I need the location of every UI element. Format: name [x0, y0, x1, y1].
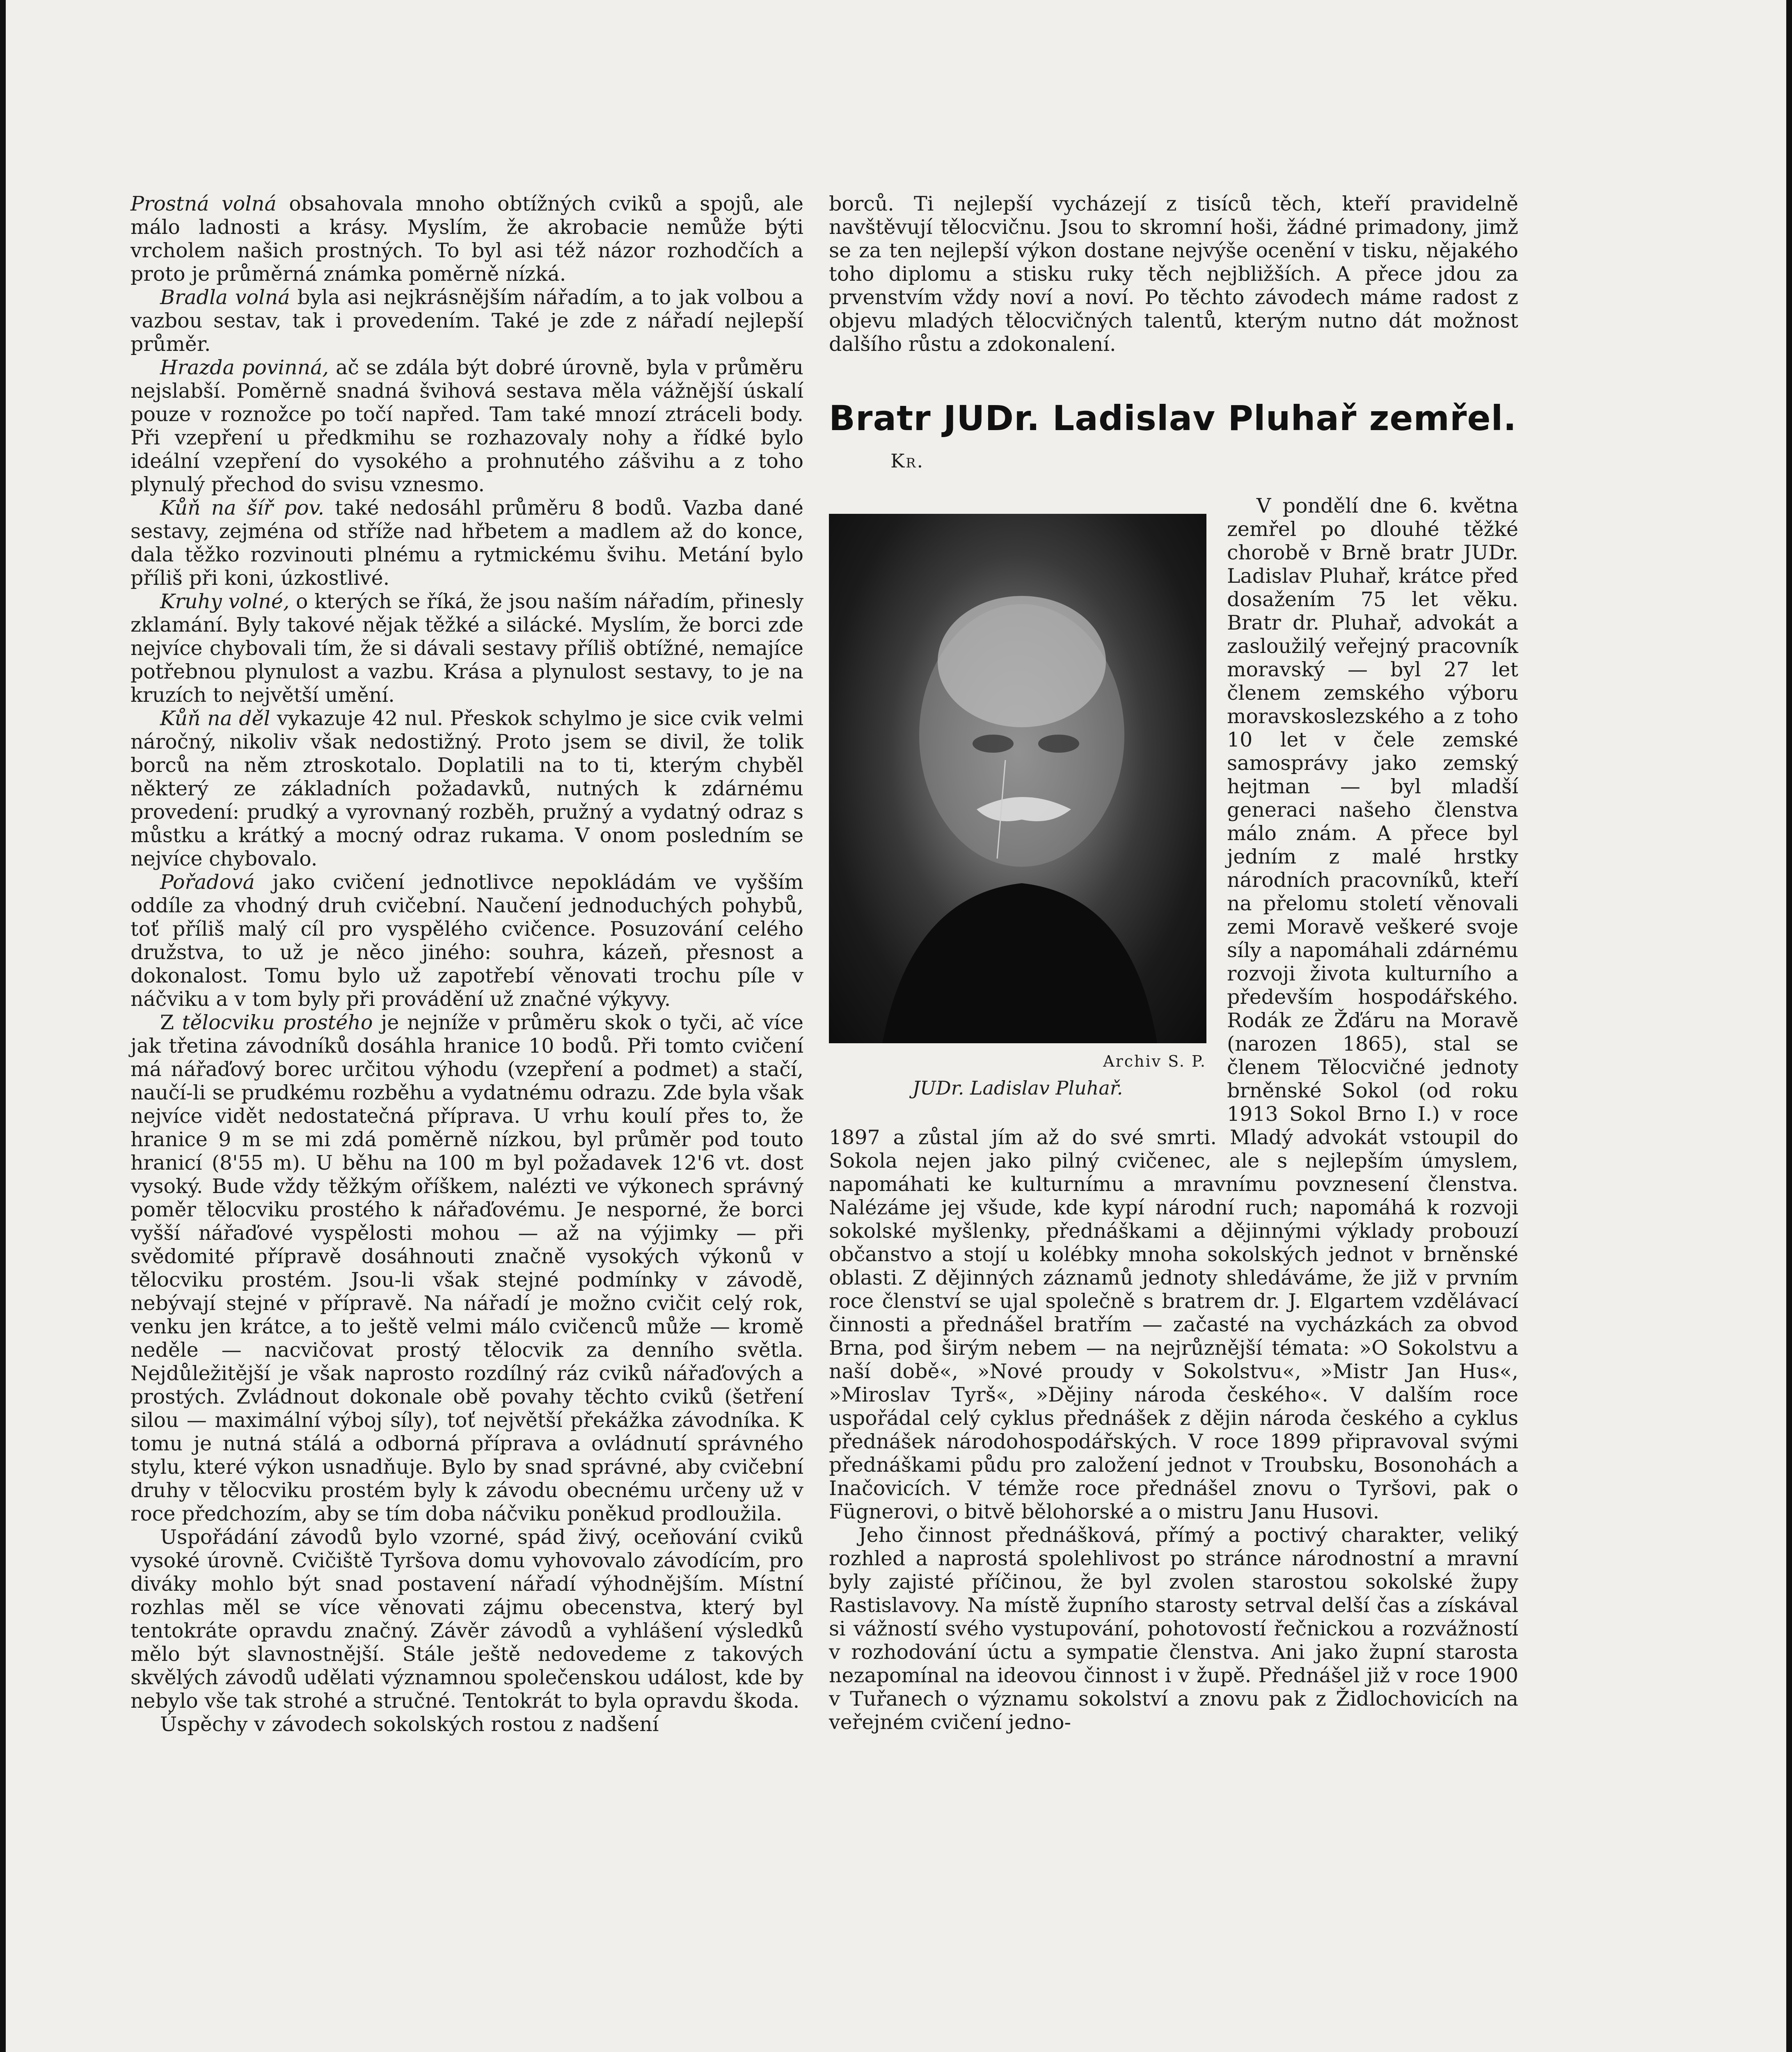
portrait-illustration	[829, 514, 1206, 1043]
left-column	[130, 192, 803, 1736]
paragraph-kun-na-del: Kůň na děl vykazuje 42 nul. Přeskok schylmo je sice cvik velmi náročný, nikoliv však nedostižný. Proto jsem se divil, že tolik borců na něm ztroskotalo. Doplatili na to ti, kterým chyběl některý ze základních požadavků, nutných k zdárnému provedení: prudký a vyrovnaný rozběh, pružný a vydatný odraz s můstku a krátký a mocný odraz rukama. V onom posledním se nejvíce chybovalo.	[130, 707, 803, 870]
paragraph-borcu: borců. Ti nejlepší vycházejí z tisíců těch, kteří pravidelně navštěvují tělocvičnu. Jsou to skromní hoši, žádné primadony, jimž se za ten nejlepší výkon dostane nejvýše ocenění v tisku, nějakého toho diplomu a stisku ruky těch nejbližších. A přece jdou za prvenstvím vždy noví a noví. Po těchto závodech máme radost z objevu mladých tělocvičných talentů, kterým nutno dát možnost dalšího růstu a zdokonalení.	[829, 192, 1518, 356]
paragraph-obituary: V pondělí dne 6. května zemřel po dlouhé těžké chorobě v Brně bratr JUDr. Ladislav Pluhař, krátce před dosažením 75 let věku. Bratr dr. Pluhař, advokát a zasloužilý veřejný pracovník moravský — byl 27 let členem zemského výboru moravskoslezského a z toho 10 let v čele zemské samosprávy jako zemský hejtman — byl mladší generaci našeho členstva málo znám. A přece byl jedním z malé hrstky národních pracovníků, kteří na přelomu století věnovali zemi Moravě veškeré svoje síly a napomáhali zdárnému rozvoji života kulturního a především hospodářského. Rodák ze Žďáru na Moravě (narozen 1865), stal se členem Tělocvičné jednoty brněnské Sokol (od roku 1913 Sokol Brno I.) v roce 1897 a zůstal jím až do své smrti. Mladý advokát vstoupil do Sokola nejen jako pilný cvičenec, ale s nejlepším úmyslem, napomáhati ke kulturnímu a mravnímu povznesení členstva. Nalézáme jej všude, kde kypí národní ruch; napomáhá k rozvoji sokolské myšlenky, přednáškami a dějinnými výklady probouzí občanstvo a stojí u kolébky mnoha sokolských jednot v brněnské oblasti. Z dějinných záznamů jednoty shledáváme, že již v prvním roce členství se ujal společně s bratrem dr. J. Elgartem vzdělávací činnosti a přednášel bratřím — začasté na vycházkách za obvod Brna, pod širým nebem — na nejrůznější témata: »O Sokolstvu a naší době«, »Nové proudy v Sokolstvu«, »Mistr Jan Hus«, »Miroslav Tyrš«, »Dějiny národa českého«. V dalším roce uspořádal celý cyklus přednášek z dějin národa českého a cyklus přednášek národohospodářských. V roce 1899 připravoval svými přednáškami půdu pro založení jednot v Troubsku, Bosonohách a Inačovicích. V témže roce přednášel znovu o Tyršovi, pak o Fügnerovi, o bitvě bělohorské a o mistru Janu Husovi.	[829, 494, 1518, 1523]
portrait-figure	[829, 514, 1206, 1100]
paragraph-poradova: Pořadová jako cvičení jednotlivce nepokládám ve vyšším oddíle za vhodný druh cvičební. Naučení jednoduchých pohybů, toť příliš malý cíl pro vyspělého cvičence. Posuzování celého družstva, to už je něco jiného: souhra, kázeň, přesnost a dokonalost. Tomu bylo už zapotřebí věnovati trochu píle v náčviku a v tom byly při provádění už značné výkyvy.	[130, 870, 803, 1011]
article-heading: Bratr JUDr. Ladislav Pluhař zemřel.	[829, 398, 1517, 438]
page-edge-left	[0, 0, 6, 2052]
paragraph-cinnost: Jeho činnost přednášková, přímý a poctivý charakter, veliký rozhled a naprostá spolehlivost po stránce národnostní a mravní byly zajisté příčinou, že byl zvolen starostou sokolské župy Rastislavovy. Na místě župního starosty setrval delší čas a získával si vážností svého vystupování, pohotovostí řečnickou a rozvážností v rozhodování úctu a sympatie členstva. Ani jako župní starosta nezapomínal na ideovou činnost i v župě. Přednášel již v roce 1900 v Tuřanech o významu sokolství a znovu pak z Židlochovicích na veřejném cvičení jedno-	[829, 1523, 1518, 1734]
portrait-photo	[829, 514, 1206, 1043]
photo-credit: Archiv S. P.	[1103, 1052, 1206, 1070]
page-edge-right	[1786, 0, 1792, 2052]
paragraph-telocvik-prosty: Z tělocviku prostého je nejníže v průměru skok o tyči, ač více jak třetina závodníků dosáhla hranice 10 bodů. Při tomto cvičení má nářaďový borec určitou výhodu (vzepření a podmet) a stačí, naučí-li se prudkému rozběhu a vydatnému odrazu. Zde byla však nejvíce vidět nedostatečná příprava. U vrhu koulí přes to, že hranice 9 m se mi zdá poměrně nízkou, byl průměr pod touto hranicí (8'55 m). U běhu na 100 m byl požadavek 12'6 vt. dost vysoký. Bude vždy těžkým oříškem, nalézti ve výkonech správný poměr tělocviku prostého k nářaďovému. Je nesporné, že borci vyšší nářaďové vyspělosti mohou — až na výjimky — při svědomité přípravě dosáhnouti značně vysokých výkonů v tělocviku prostém. Jsou-li však stejné podmínky v závodě, nebývají stejné v přípravě. Na nářadí je možno cvičit celý rok, venku jen krátce, a to ještě velmi málo cvičenců může — kromě neděle — nacvičovat prostý tělocvik za denního světla. Nejdůležitější je však naprosto rozdílný ráz cviků nářaďových a prostých. Zvládnout dokonale obě povahy těchto cviků (šetření silou — maximální výboj síly), toť největší překážka závodníka. K tomu je nutná stálá a odborná příprava a ovládnutí správného stylu, které výkon usnadňuje. Bylo by snad správné, aby cvičební druhy v tělocviku prostém byly k závodu obecnému určeny už v roce předchozím, aby se tím doba náčviku poněkud prodloužila.	[130, 1011, 803, 1525]
article-byline: Kr.	[890, 450, 925, 472]
paragraph-uspechy: Úspěchy v závodech sokolských rostou z nadšení	[160, 1713, 659, 1736]
paragraph-prostna: Prostná volná obsahovala mnoho obtížných cviků a spojů, ale málo ladnosti a krásy. Myslím, že akrobacie nemůže býti vrcholem našich prostných. To byl asi též názor rozhodčích a proto je průměrná známka poměrně nízká.	[130, 192, 803, 286]
paragraph-kruhy: Kruhy volné, o kterých se říká, že jsou naším nářadím, přinesly zklamání. Byly takové nějak těžké a silácké. Myslím, že borci zde nejvíce chybovali tím, že si dávali sestavy příliš obtížné, nemajíce potřebnou plynulost a vazbu. Krása a plynulost sestavy, to je na kruzích to největší umění.	[130, 590, 804, 707]
paragraph-hrazda: Hrazda povinná, ač se zdála být dobré úrovně, byla v průměru nejslabší. Poměrně snadná švihová sestava měla vážnější úskalí pouze v roznožce po točí napřed. Tam také mnozí ztráceli body. Při vzepření u předkmihu se rozhazovaly nohy a řídké bylo ideální vzepření do vysokého a prohnutého zášvihu a z toho plynulý přechod do svisu vznesmo.	[130, 356, 803, 496]
right-column	[829, 192, 1518, 1734]
paragraph-bradla: Bradla volná byla asi nejkrásnějším nářadím, a to jak volbou a vazbou sestav, tak i provedením. Také je zde z nářadí nejlepší průměr.	[130, 286, 803, 356]
paragraph-usporadani: Uspořádání závodů bylo vzorné, spád živý, oceňování cviků vysoké úrovně. Cvičiště Tyršova domu vyhovovalo závodícím, pro diváky mohlo být snad postavení nářadí výhodnějším. Místní rozhlas měl se více věnovati zájmu obecenstva, který byl tentokráte opravdu značný. Závěr závodů a vyhlášení výsledků mělo být slavnostnější. Stále ještě nedovedeme z takových skvělých závodů udělati významnou společenskou událost, kde by nebylo vše tak strohé a stručné. Tentokrát to byla opravdu škoda.	[130, 1525, 803, 1713]
photo-caption: JUDr. Ladislav Pluhař.	[912, 1077, 1123, 1099]
paragraph-kun-na-sir: Kůň na šíř pov. také nedosáhl průměru 8 bodů. Vazba dané sestavy, zejména od stříže nad hřbetem a madlem až do konce, dala těžko rozvinouti plnému a rytmickému švihu. Metání bylo příliš při koni, úzkostlivé.	[130, 496, 803, 590]
